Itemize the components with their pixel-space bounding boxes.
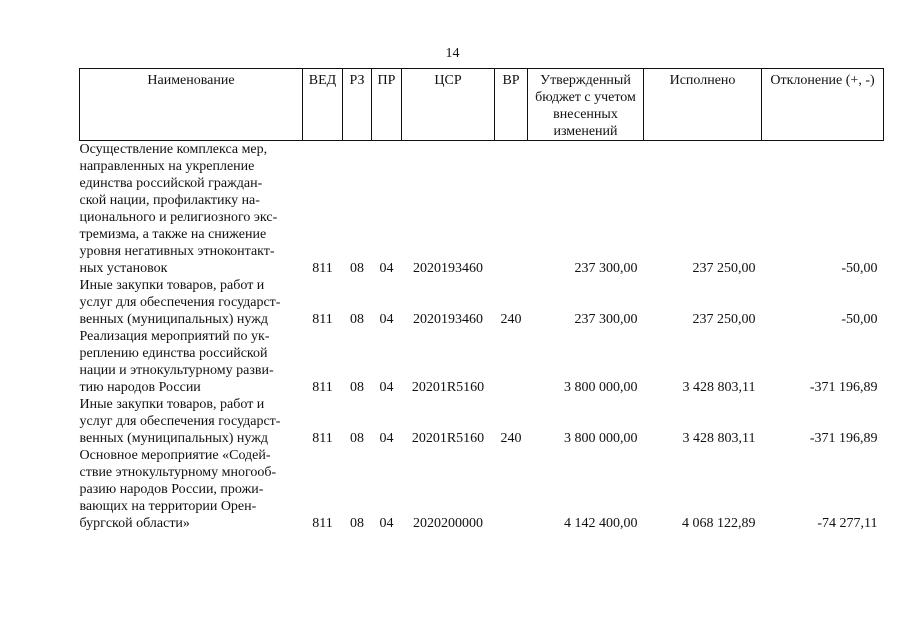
cell-vr xyxy=(495,328,528,396)
row-name-line: единства российской граждан- xyxy=(79,176,263,191)
cell-csr: 20201R5160 xyxy=(411,431,485,446)
cell-pr: 04 xyxy=(379,380,394,395)
table-body xyxy=(80,141,884,533)
row-name-line: нации и этнокультурному разви- xyxy=(79,363,274,378)
cell-rz: 08 xyxy=(350,516,364,531)
header-csr: ЦСР xyxy=(402,69,495,141)
cell-approved: 3 800 000,00 xyxy=(564,431,638,446)
table-row xyxy=(80,447,884,532)
cell-rz: 08 xyxy=(350,261,364,276)
cell-ved: 811 xyxy=(312,261,333,276)
header-ved: ВЕД xyxy=(303,69,343,141)
header-deviation: Отклонение (+, -) xyxy=(762,69,884,141)
header-pr: ПР xyxy=(372,69,402,141)
row-name-cell xyxy=(80,396,303,447)
cell-approved: 237 300,00 xyxy=(574,261,638,276)
row-name-line: вающих на территории Орен- xyxy=(79,499,257,514)
cell-executed: 3 428 803,11 xyxy=(682,380,756,395)
row-name-line: уровня негативных этноконтакт- xyxy=(79,244,275,259)
cell-rz: 08 xyxy=(350,431,364,446)
cell-rz: 08 xyxy=(350,380,364,395)
cell-vr xyxy=(495,447,528,532)
table-row xyxy=(80,396,884,447)
row-name-line: ционального и религиозного экс- xyxy=(79,210,278,225)
row-name-line: разию народов России, прожи- xyxy=(79,482,264,497)
table-row xyxy=(80,141,884,278)
cell-pr: 04 xyxy=(379,261,394,276)
cell-csr: 2020200000 xyxy=(413,516,483,531)
header-rz: РЗ xyxy=(343,69,372,141)
row-name-line: реплению единства российской xyxy=(79,346,268,361)
row-name-line: Осуществление комплекса мер, xyxy=(79,142,268,157)
row-name-line: ных установок xyxy=(79,261,168,276)
row-name-line: услуг для обеспечения государст- xyxy=(79,295,281,310)
budget-table xyxy=(79,68,884,532)
cell-vr xyxy=(495,141,528,278)
row-name-line: Реализация мероприятий по ук- xyxy=(79,329,270,344)
header-executed: Исполнено xyxy=(644,69,762,141)
cell-executed: 237 250,00 xyxy=(692,261,756,276)
table-row xyxy=(80,328,884,396)
cell-approved: 3 800 000,00 xyxy=(564,380,638,395)
cell-ved: 811 xyxy=(312,431,333,446)
row-name-line: услуг для обеспечения государст- xyxy=(79,414,281,429)
row-name-line: тремизма, а также на снижение xyxy=(79,227,267,242)
cell-executed: 3 428 803,11 xyxy=(682,431,756,446)
cell-ved: 811 xyxy=(312,516,333,531)
table-row xyxy=(80,277,884,328)
cell-deviation: -371 196,89 xyxy=(809,431,878,446)
row-name-line: тию народов России xyxy=(79,380,201,395)
header-vr: ВР xyxy=(495,69,528,141)
row-name-line: венных (муниципальных) нужд xyxy=(79,431,268,446)
cell-vr: 240 xyxy=(500,431,522,446)
cell-executed: 4 068 122,89 xyxy=(682,516,756,531)
row-name-cell xyxy=(80,447,303,532)
cell-deviation: -50,00 xyxy=(841,312,878,327)
row-name-line: ской нации, профилактику на- xyxy=(79,193,260,208)
cell-vr: 240 xyxy=(500,312,522,327)
header-name: Наименование xyxy=(80,69,303,141)
row-name-line: Иные закупки товаров, работ и xyxy=(79,278,265,293)
row-name-cell xyxy=(80,141,303,278)
cell-ved: 811 xyxy=(312,380,333,395)
cell-pr: 04 xyxy=(379,516,394,531)
cell-pr: 04 xyxy=(379,312,394,327)
cell-ved: 811 xyxy=(312,312,333,327)
row-name-line: венных (муниципальных) нужд xyxy=(79,312,268,327)
page-number: 14 xyxy=(445,46,460,61)
row-name-line: бургской области» xyxy=(79,516,190,531)
header-approved: Утвержденный бюджет с учетом внесенных изменений xyxy=(528,69,644,141)
row-name-line: направленных на укрепление xyxy=(79,159,255,174)
cell-approved: 4 142 400,00 xyxy=(564,516,638,531)
row-name-cell xyxy=(80,277,303,328)
cell-approved: 237 300,00 xyxy=(574,312,638,327)
table-header-row xyxy=(80,69,884,141)
cell-csr: 2020193460 xyxy=(413,261,483,276)
cell-pr: 04 xyxy=(379,431,394,446)
row-name-cell xyxy=(80,328,303,396)
row-name-line: ствие этнокультурному многооб- xyxy=(79,465,277,480)
row-name-line: Основное мероприятие «Содей- xyxy=(79,448,271,463)
row-name-line: Иные закупки товаров, работ и xyxy=(79,397,265,412)
cell-executed: 237 250,00 xyxy=(692,312,756,327)
cell-deviation: -371 196,89 xyxy=(809,380,878,395)
cell-deviation: -74 277,11 xyxy=(817,516,878,531)
cell-deviation: -50,00 xyxy=(841,261,878,276)
cell-csr: 20201R5160 xyxy=(411,380,485,395)
cell-csr: 2020193460 xyxy=(413,312,483,327)
cell-rz: 08 xyxy=(350,312,364,327)
